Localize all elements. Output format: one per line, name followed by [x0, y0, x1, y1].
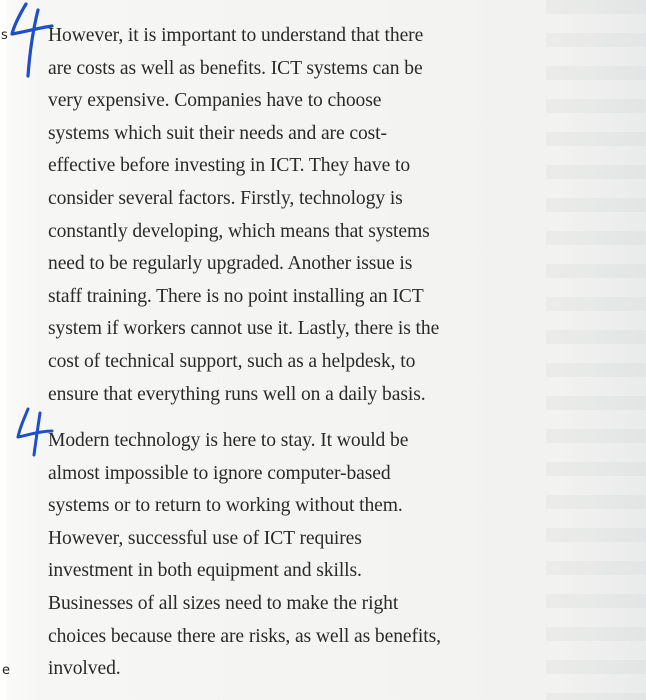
- page-left-edge: [0, 0, 6, 700]
- paragraph-line: Businesses of all sizes need to make the right: [48, 592, 399, 614]
- paragraph-line: effective before investing in ICT. They have to: [48, 155, 411, 177]
- paragraph-line: However, it is important to understand that there: [48, 25, 424, 46]
- paragraph-line: involved.: [48, 658, 121, 680]
- paragraph-line: staff training. There is no point installing an ICT: [48, 285, 424, 307]
- margin-glyph-bottom: e: [2, 663, 10, 678]
- paragraph-line: choices because there are risks, as well as benefits,: [48, 625, 441, 647]
- paragraph-line: investment in both equipment and skills.: [48, 560, 362, 582]
- paragraph-line: constantly developing, which means that systems: [48, 220, 430, 242]
- margin-glyph-top: s: [1, 28, 8, 43]
- paragraph-line: are costs as well as benefits. ICT systems can be: [48, 57, 423, 79]
- paragraph-2: [48, 425, 568, 686]
- handwritten-mark-icon: [14, 405, 64, 465]
- paragraph-line: ensure that everything runs well on a daily basis.: [48, 383, 426, 405]
- paragraph-line: system if workers cannot use it. Lastly, there is the: [48, 318, 440, 340]
- paragraph-line: Modern technology is here to stay. It would be: [48, 430, 409, 451]
- paragraph-line: However, successful use of ICT requires: [48, 527, 362, 549]
- paragraph-line: systems which suit their needs and are cost-: [48, 122, 387, 144]
- paragraph-line: need to be regularly upgraded. Another issue is: [48, 253, 413, 275]
- paragraph-1: [48, 20, 568, 411]
- paragraph-line: consider several factors. Firstly, technology is: [48, 187, 403, 209]
- paragraph-line: almost impossible to ignore computer-based: [48, 462, 391, 484]
- paragraph-line: cost of technical support, such as a helpdesk, to: [48, 350, 416, 372]
- paragraph-line: systems or to return to working without them.: [48, 495, 403, 517]
- paragraph-line: very expensive. Companies have to choose: [48, 90, 382, 112]
- handwritten-mark-icon: [4, 0, 64, 80]
